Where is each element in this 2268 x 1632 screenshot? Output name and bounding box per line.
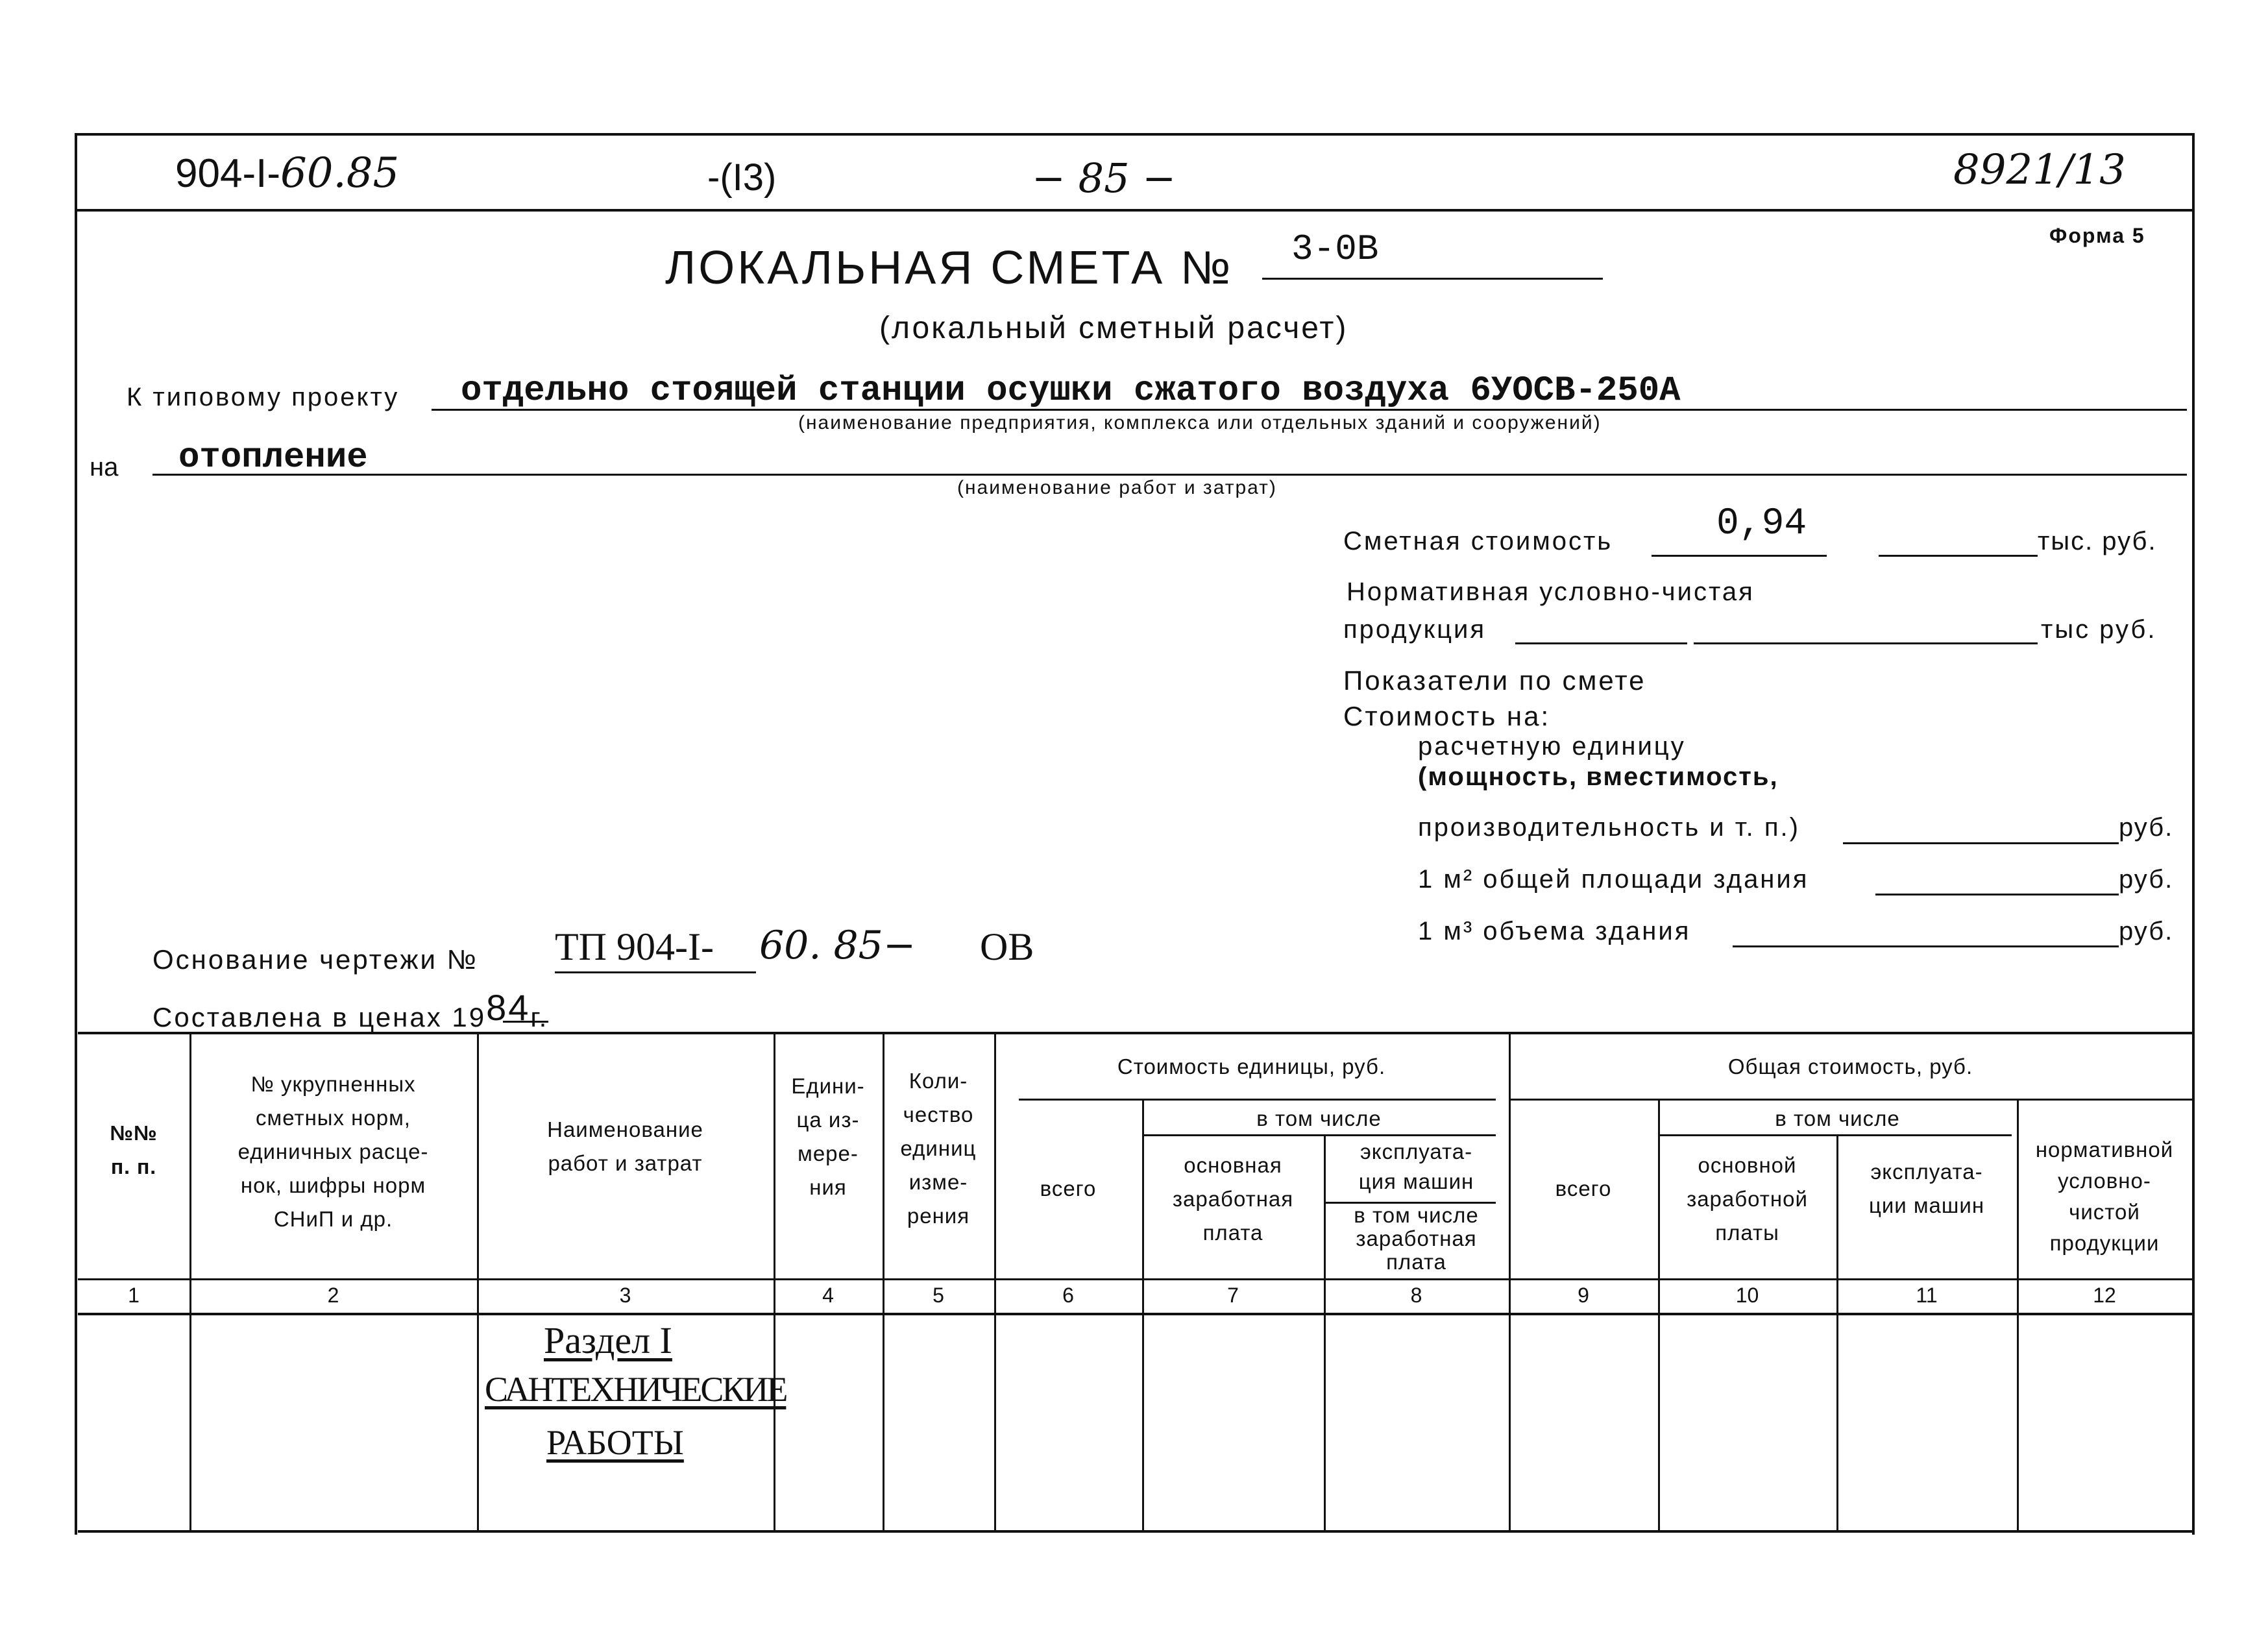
col-number-4: 4 [822,1284,834,1307]
per-m2-underline [1875,894,2119,895]
col-line-5 [994,1032,996,1530]
header-base-salary-2: основной заработной платы [1687,1153,1808,1245]
per-m3-rub: руб. [2119,917,2174,945]
per-m3-underline [1733,945,2119,947]
normative-underline-2 [1694,642,2038,644]
work-caption: (наименование работ и затрат) [957,477,1277,498]
project-label: К типовому проекту [127,383,400,411]
estimated-cost-unit: тыс. руб. [2038,527,2157,555]
table-top-border [78,1032,2192,1034]
estimated-cost-underline [1652,555,1827,557]
basis-label: Основание чертежи № [152,944,478,975]
calc-unit-underline [1843,842,2119,844]
col-number-9: 9 [1578,1284,1589,1307]
header-machines-2: эксплуата- ции машин [1868,1160,1985,1217]
unit-cost-header-line [1019,1099,1496,1101]
project-value: отдельно стоящей станции осушки сжатого воздуха 6УОСВ-250А [461,371,1681,411]
basis-drawing-handwritten: 60. 85− [759,923,916,968]
header-unit: Едини- ца из- мере- ния [791,1074,865,1199]
project-caption: (наименование предприятия, комплекса или отдельных зданий и сооружений) [798,412,1602,433]
header-qty: Коли- чество единиц изме- рения [900,1069,977,1228]
page-number: − 85 − [1032,154,1177,202]
basis-drawing-prefix: ТП 904-I- [555,925,714,968]
work-label: на [90,453,119,481]
normative-underline [1515,642,1687,644]
prices-year: 84 [486,987,531,1028]
basis-drawing-suffix: ОВ [980,925,1034,968]
normative-label-1: Нормативная условно-чистая [1347,578,1755,606]
total-cost-header-line [1509,1099,2192,1101]
col-number-8: 8 [1410,1284,1422,1307]
header-machines-salary: в том числе заработная плата [1354,1203,1479,1274]
header-divider [75,209,2193,212]
header-num: №№ п. п. [110,1121,158,1178]
col-number-1: 1 [128,1284,140,1307]
header-total-cost: Общая стоимость, руб. [1727,1054,1973,1078]
top-border [75,133,2193,136]
col-number-6: 6 [1062,1284,1074,1307]
work-value: отопление [178,438,368,478]
prices-year-underline [503,1021,548,1023]
col-line-2 [477,1032,479,1530]
header-total-total: всего [1555,1176,1612,1200]
indicators-title: Показатели по смете [1343,665,1646,696]
prices-label: Составлена в ценах 1984г. [152,987,549,1032]
calc-unit-line-3: производительность и т. п.) [1418,813,1800,842]
archive-number: 8921/13 [1953,146,2126,194]
col-number-5: 5 [933,1284,944,1307]
document-title: ЛОКАЛЬНАЯ СМЕТА № [665,242,1234,294]
cost-on-label: Стоимость на: [1343,701,1551,731]
header-name: Наименование работ и затрат [547,1117,703,1175]
estimate-number-underline [1262,278,1603,280]
project-underline [432,409,2187,411]
per-m3-label: 1 м³ объема здания [1418,917,1691,945]
col-number-7: 7 [1227,1284,1239,1307]
normative-unit: тыс руб. [2041,615,2157,644]
header-unit-incl: в том числе [1256,1106,1382,1130]
table-bottom-border [78,1530,2192,1533]
header-machines: эксплуата- ция машин [1358,1139,1474,1193]
col-number-2: 2 [327,1284,339,1307]
section-line-1: САНТЕХНИЧЕСКИЕ [485,1370,786,1409]
header-norms: № укрупненных сметных норм, единичных расце- нок, шифры норм СНиП и др. [238,1072,429,1231]
header-normative: нормативной условно- чистой продукции [2035,1138,2174,1255]
normative-label-2: продукция [1343,615,1487,644]
form-label: Форма 5 [2049,224,2145,247]
per-m2-rub: руб. [2119,865,2174,894]
col-number-11: 11 [1916,1284,1938,1307]
estimated-cost-label: Сметная стоимость [1343,527,1613,555]
header-base-salary: основная заработная плата [1172,1153,1294,1245]
left-border [75,133,77,1535]
work-underline [152,474,2187,476]
col-number-3: 3 [619,1284,631,1307]
calc-unit-line-1: расчетную единицу [1418,732,1686,761]
header-unit-cost: Стоимость единицы, руб. [1117,1054,1386,1078]
column-numbers-bottom-line [78,1313,2192,1315]
col-line-8 [1509,1032,1511,1530]
calc-unit-line-2: (мощность, вместимость, [1418,762,1779,791]
estimate-number: 3-0В [1291,228,1379,270]
sheet-part: -(I3) [707,156,777,199]
header-unit-total: всего [1040,1176,1097,1200]
calc-unit-rub: руб. [2119,813,2174,842]
per-m2-label: 1 м² общей площади здания [1418,865,1809,894]
right-border [2192,133,2195,1535]
header-bottom-line [78,1278,2192,1280]
basis-underline [555,971,756,973]
col-number-12: 12 [2093,1284,2116,1307]
section-title: Раздел I [544,1319,672,1361]
header-total-incl: в том числе [1775,1106,1900,1130]
estimated-cost-underline-2 [1879,555,2038,557]
col-number-10: 10 [1735,1284,1759,1307]
section-line-2: РАБОТЫ [546,1423,684,1462]
project-code: 904-I-60.85 [175,149,400,197]
project-code-handwritten: 60.85 [280,149,400,197]
document-subtitle: (локальный сметный расчет) [879,311,1348,345]
estimated-cost-value: 0,94 [1716,503,1807,545]
